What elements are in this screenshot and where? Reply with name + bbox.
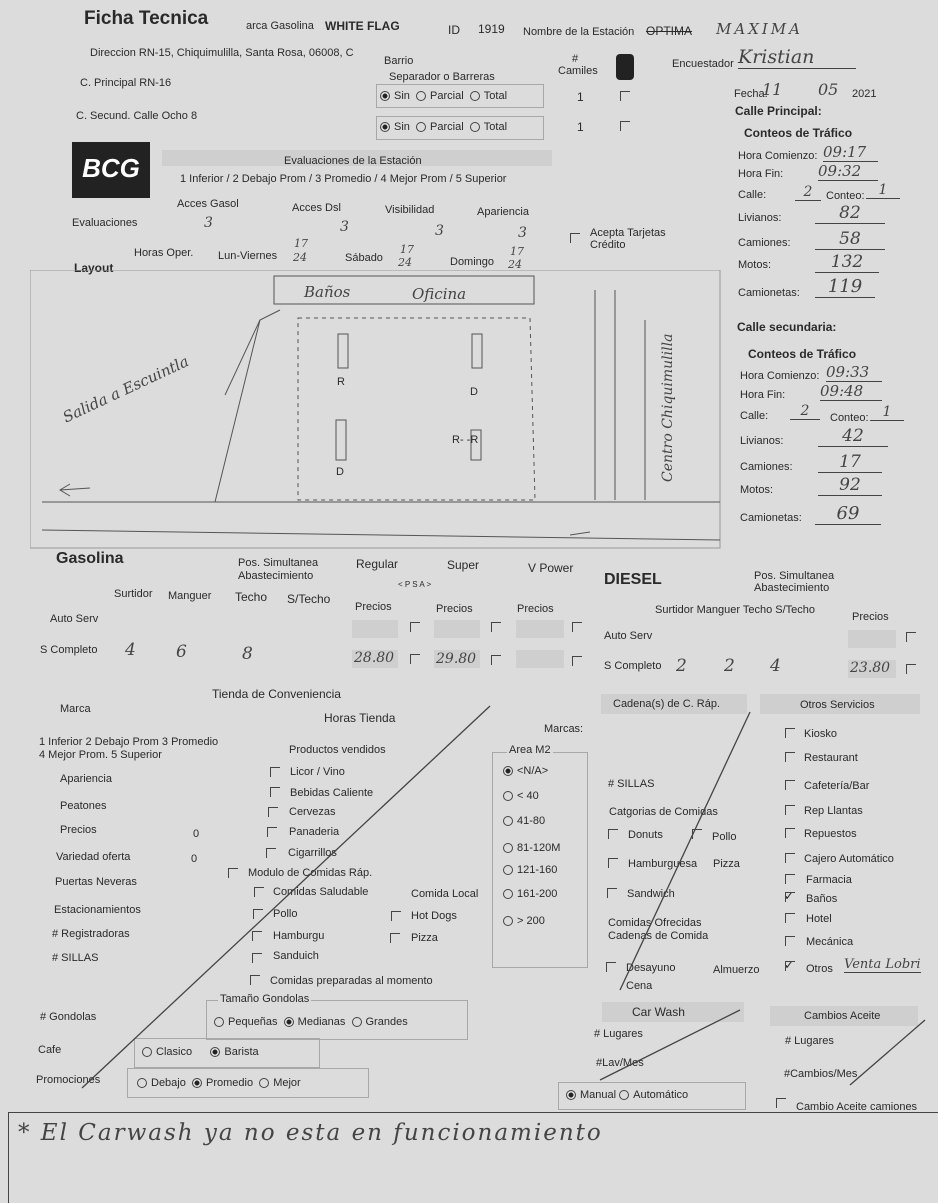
gasolina-title: Gasolina xyxy=(56,550,124,567)
otros-otros-check[interactable]: ✓ xyxy=(784,958,795,972)
nombre-label: Nombre de la Estación xyxy=(523,26,635,38)
precio-regular-value: 28.80 xyxy=(354,650,395,666)
eval-col-apariencia: Apariencia xyxy=(477,206,529,218)
tienda-row-puertas: Puertas Neveras xyxy=(55,876,137,888)
principal-hc-label: Hora Comienzo: xyxy=(738,150,818,162)
cadena-sillas: # SILLAS xyxy=(608,778,655,790)
sab-value: 24 xyxy=(398,256,412,269)
fecha-label: Fecha: xyxy=(734,88,768,100)
gasolina-manguer: Manguer xyxy=(168,590,212,602)
otros-otros-value: Venta Lobri xyxy=(844,957,921,972)
tienda-row-apariencia: Apariencia xyxy=(60,773,112,785)
precios-label-1: Precios xyxy=(355,601,392,613)
tienda-variedad-value: 0 xyxy=(191,853,198,865)
otros-repuestos: Repuestos xyxy=(804,828,857,840)
cadena-title: Cadena(s) de C. Ráp. xyxy=(613,698,720,710)
principal-hc-value: 09:17 xyxy=(823,143,878,162)
principal-camiones-value: 58 xyxy=(815,229,885,250)
separador-options-1[interactable]: Sin Parcial Total xyxy=(380,90,507,102)
diesel-scompleto: S Completo xyxy=(604,660,662,672)
nombre-value: OPTIMA xyxy=(646,24,693,38)
gasolina-regular: Regular xyxy=(356,557,399,571)
tienda-productos: Productos vendidos xyxy=(289,744,386,756)
tienda-precios-value: 0 xyxy=(193,828,200,840)
principal-livianos-value: 82 xyxy=(815,203,885,224)
horas-oper-label: Horas Oper. xyxy=(134,247,194,259)
secundaria-camiones-label: Camiones: xyxy=(740,461,793,473)
gasolina-manguer-value: 6 xyxy=(176,642,187,662)
secundaria-conteo-value: 1 xyxy=(870,404,904,421)
layout-rr: R- -R xyxy=(452,434,479,446)
gasolina-scompleto: S Completo xyxy=(40,644,98,656)
secundaria-title: Calle secundaria: xyxy=(737,320,837,334)
otros-farmacia: Farmacia xyxy=(806,874,852,886)
diesel-pos: Pos. Simultanea Abastecimiento xyxy=(754,570,835,594)
separador-options-2[interactable]: Sin Parcial Total xyxy=(380,121,507,133)
principal-conteos: Conteos de Tráfico xyxy=(744,126,853,140)
area-opt-lt40[interactable]: < 40 xyxy=(503,790,539,802)
comida-sanduich: Sanduich xyxy=(273,950,319,962)
secundaria-motos-label: Motos: xyxy=(740,484,774,496)
area-opt-na[interactable]: <N/A> xyxy=(503,765,548,777)
cat-pollo: Pollo xyxy=(712,831,737,843)
eval-col-acces-dsl: Acces Dsl xyxy=(292,202,341,214)
secundaria-hc-value: 09:33 xyxy=(826,363,882,382)
gasolina-techo-value: 8 xyxy=(242,644,253,664)
evaluaciones-label: Evaluaciones xyxy=(72,217,138,229)
tienda-row-sillas: # SILLAS xyxy=(52,952,99,964)
cafe-options[interactable]: Clasico Barista xyxy=(142,1046,259,1058)
otros-restaurant: Restaurant xyxy=(804,752,858,764)
principal-conteo-value: 1 xyxy=(866,182,900,199)
form-title: Ficha Tecnica xyxy=(84,8,209,29)
eval-val-3: 3 xyxy=(435,223,444,239)
layout-d-2: D xyxy=(336,466,344,478)
aceite-cambios: #Cambios/Mes xyxy=(784,1068,858,1080)
precio-super-value: 29.80 xyxy=(436,651,477,667)
tienda-horas: Horas Tienda xyxy=(324,711,396,725)
cadena-categorias: Catgorias de Comidas xyxy=(609,806,718,818)
gasolina-auto-serv: Auto Serv xyxy=(50,613,99,625)
gondolas-options[interactable]: Pequeñas Medianas Grandes xyxy=(214,1016,408,1028)
gasolina-super: Super xyxy=(447,558,480,572)
diesel-auto-serv: Auto Serv xyxy=(604,630,653,642)
principal-motos-label: Motos: xyxy=(738,259,772,271)
encuestador-value: Kristian xyxy=(738,46,856,69)
promociones-options[interactable]: Debajo Promedio Mejor xyxy=(137,1077,301,1089)
secundaria-hf-label: Hora Fin: xyxy=(740,389,786,401)
principal-conteo-label: Conteo: xyxy=(826,190,865,202)
dom-h17: 17 xyxy=(510,245,524,258)
gondolas-tam: Tamaño Gondolas xyxy=(220,993,310,1005)
cena: Cena xyxy=(626,980,653,992)
comida-pollo: Pollo xyxy=(273,908,298,920)
gondolas-label: # Gondolas xyxy=(40,1011,97,1023)
desayuno: Desayuno xyxy=(626,962,676,974)
direccion: Direccion RN-15, Chiquimulilla, Santa Rosa, 06008, C xyxy=(90,47,354,59)
layout-d-1: D xyxy=(470,386,478,398)
otros-banos-check[interactable]: ✓ xyxy=(784,889,795,903)
otros-cafeteria: Cafetería/Bar xyxy=(804,780,870,792)
tienda-marca: Marca xyxy=(60,703,91,715)
tienda-title: Tienda de Conveniencia xyxy=(212,687,341,701)
modulo-label: Modulo de Comidas Ráp. xyxy=(248,867,373,879)
eval-col-visibilidad: Visibilidad xyxy=(385,204,435,216)
eval-val-1: 3 xyxy=(204,215,213,231)
comida-local: Comida Local xyxy=(411,888,479,900)
fecha-day: 11 xyxy=(762,80,783,99)
calle-secundaria: C. Secund. Calle Ocho 8 xyxy=(76,110,198,122)
secundaria-camionetas-value: 69 xyxy=(815,503,881,525)
prod-panaderia: Panaderia xyxy=(289,826,340,838)
secundaria-livianos-value: 42 xyxy=(818,426,888,447)
fecha-year: 2021 xyxy=(852,88,877,100)
eval-col-acces-gasol: Acces Gasol xyxy=(177,198,239,210)
gasolina-surtidor: Surtidor xyxy=(114,588,153,600)
layout-salida: Salida a Escuintla xyxy=(60,352,192,427)
aceite-title: Cambios Aceite xyxy=(804,1010,881,1022)
otros-kiosko: Kiosko xyxy=(804,728,838,740)
tienda-scale-1: 1 Inferior 2 Debajo Prom 3 Promedio xyxy=(39,736,219,748)
otros-hotel: Hotel xyxy=(806,913,832,925)
carwash-title: Car Wash xyxy=(632,1005,685,1019)
area-title: Area M2 xyxy=(509,744,551,756)
diesel-precio-value: 23.80 xyxy=(850,660,891,676)
precios-label-2: Precios xyxy=(436,603,473,615)
gasolina-vpower: V Power xyxy=(528,561,574,575)
promociones-label: Promociones xyxy=(36,1074,101,1086)
secundaria-calle-label: Calle: xyxy=(740,410,769,422)
prod-bebidas: Bebidas Caliente xyxy=(290,787,374,799)
gasolina-surtidor-value: 4 xyxy=(125,640,136,660)
acepta-tarjetas-label: Acepta Tarjetas Crédito xyxy=(590,227,666,251)
domingo-label: Domingo xyxy=(450,256,495,268)
cat-sandwich: Sandwich xyxy=(627,888,675,900)
principal-camiones-label: Camiones: xyxy=(738,237,791,249)
separador-label: Separador o Barreras xyxy=(389,71,495,83)
pizza: Pizza xyxy=(411,932,438,944)
fecha-month: 05 xyxy=(818,80,839,99)
tienda-row-peatones: Peatones xyxy=(60,800,107,812)
prod-licor: Licor / Vino xyxy=(290,766,345,778)
diesel-cols: Surtidor Manguer Techo S/Techo xyxy=(655,604,815,616)
aceite-lugares: # Lugares xyxy=(785,1035,834,1047)
camiones-val-2: 1 xyxy=(577,120,584,134)
principal-camionetas-label: Camionetas: xyxy=(738,287,800,299)
almuerzo: Almuerzo xyxy=(713,964,760,976)
diesel-surtidor-value: 2 xyxy=(676,656,687,676)
evaluaciones-scale: 1 Inferior / 2 Debajo Prom / 3 Promedio / 4 Mejor Prom / 5 Superior xyxy=(180,173,507,185)
secundaria-calle-value: 2 xyxy=(790,403,820,420)
barrio-label: Barrio xyxy=(384,55,414,67)
prod-cigarrillos: Cigarrillos xyxy=(288,847,337,859)
otros-llantas: Rep Llantas xyxy=(804,805,863,817)
hot-dogs: Hot Dogs xyxy=(411,910,457,922)
layout-banos: Baños xyxy=(304,283,351,301)
otros-banos: Baños xyxy=(806,893,838,905)
diesel-manguer-value: 2 xyxy=(724,656,735,676)
eval-val-4: 3 xyxy=(518,225,527,241)
comida-hamburgu: Hamburgu xyxy=(273,930,325,942)
lun-viernes-label: Lun-Viernes xyxy=(218,250,278,262)
area-opt-161-200[interactable]: 161-200 xyxy=(503,888,557,900)
principal-hf-label: Hora Fin: xyxy=(738,168,784,180)
secundaria-camiones-value: 17 xyxy=(818,452,882,473)
cat-donuts: Donuts xyxy=(628,829,663,841)
gasolina-stecho: S/Techo xyxy=(287,592,331,606)
comida-saludable: Comidas Saludable xyxy=(273,886,369,898)
layout-oficina: Oficina xyxy=(412,285,467,303)
bcg-logo: BCG xyxy=(72,142,150,198)
lun-value: 24 xyxy=(293,251,307,264)
tienda-row-variedad: Variedad oferta xyxy=(56,851,131,863)
secundaria-camionetas-label: Camionetas: xyxy=(740,512,802,524)
nombre-hand: MAXIMA xyxy=(716,20,803,38)
eval-val-2: 3 xyxy=(340,219,349,235)
carwash-lav: #Lav/Mes xyxy=(596,1057,644,1069)
evaluaciones-title: Evaluaciones de la Estación xyxy=(284,155,422,167)
diesel-techo-value: 4 xyxy=(770,656,781,676)
aceite-camiones: Cambio Aceite camiones xyxy=(796,1101,918,1113)
area-opt-121-160[interactable]: 121-160 xyxy=(503,864,557,876)
prod-cervezas: Cervezas xyxy=(289,806,336,818)
calle-principal: C. Principal RN-16 xyxy=(80,77,172,89)
marca-value: WHITE FLAG xyxy=(325,19,400,33)
tienda-row-precios: Precios xyxy=(60,824,97,836)
principal-camionetas-value: 119 xyxy=(815,276,875,298)
marca-label: arca Gasolina xyxy=(246,20,314,32)
cat-hamburguesa: Hamburguesa xyxy=(628,858,698,870)
cafe-label: Cafe xyxy=(38,1044,62,1056)
tienda-row-estacionamientos: Estacionamientos xyxy=(54,904,141,916)
secundaria-conteo-label: Conteo: xyxy=(830,412,869,424)
layout-label: Layout xyxy=(74,261,114,275)
principal-calle-label: Calle: xyxy=(738,189,767,201)
secundaria-livianos-label: Livianos: xyxy=(740,435,784,447)
encuestador-label: Encuestador xyxy=(672,58,734,70)
principal-hf-value: 09:32 xyxy=(818,162,878,181)
camiones-hash: # xyxy=(572,53,579,65)
secundaria-hc-label: Hora Comienzo: xyxy=(740,370,820,382)
layout-r-1: R xyxy=(337,376,345,388)
principal-title: Calle Principal: xyxy=(735,104,822,118)
layout-centro: Centro Chiquimulilla xyxy=(660,333,676,482)
note-text: * El Carwash ya no esta en funcionamiento xyxy=(18,1120,603,1146)
carwash-lugares: # Lugares xyxy=(594,1028,643,1040)
otros-title: Otros Servicios xyxy=(800,699,875,711)
secundaria-hf-value: 09:48 xyxy=(820,382,882,401)
sab-h17: 17 xyxy=(400,243,414,256)
carwash-options[interactable]: Manual Automático xyxy=(566,1089,688,1101)
otros-mecanica: Mecánica xyxy=(806,936,854,948)
principal-motos-value: 132 xyxy=(815,252,879,273)
area-opt-41-80[interactable]: 41-80 xyxy=(503,815,545,827)
tienda-marcas: Marcas: xyxy=(544,723,584,735)
area-opt-gt200[interactable]: > 200 xyxy=(503,915,545,927)
cat-pizza: Pizza xyxy=(713,858,740,870)
dom-value: 24 xyxy=(508,258,522,271)
principal-calle-value: 2 xyxy=(795,184,821,201)
tienda-scale-2: 4 Mejor Prom. 5 Superior xyxy=(39,749,162,761)
comida-preparadas: Comidas preparadas al momento xyxy=(270,975,433,987)
cadena-ofrecidas: Comidas Ofrecidas Cadenas de Comida xyxy=(608,917,709,942)
lun-h17: 17 xyxy=(294,237,308,250)
id-value: 1919 xyxy=(478,22,505,36)
diesel-title: DIESEL xyxy=(604,571,662,588)
camiones-label: Camiles xyxy=(558,65,598,77)
sabado-label: Sábado xyxy=(345,252,383,264)
gasolina-pos: Pos. Simultanea Abastecimiento xyxy=(238,557,319,582)
secundaria-conteos: Conteos de Tráfico xyxy=(748,347,857,361)
gasolina-techo: Techo xyxy=(235,590,268,604)
secundaria-motos-value: 92 xyxy=(818,475,882,496)
area-opt-81-120[interactable]: 81-120M xyxy=(503,842,560,854)
otros-cajero: Cajero Automático xyxy=(804,853,894,865)
precios-label-3: Precios xyxy=(517,603,554,615)
id-label: ID xyxy=(448,23,460,37)
principal-livianos-label: Livianos: xyxy=(738,212,782,224)
otros-otros: Otros xyxy=(806,963,833,975)
tienda-row-registradoras: # Registradoras xyxy=(52,928,130,940)
diesel-precios: Precios xyxy=(852,611,889,623)
camiones-val-1: 1 xyxy=(577,90,584,104)
gasolina-psa: < P S A > xyxy=(398,580,432,589)
